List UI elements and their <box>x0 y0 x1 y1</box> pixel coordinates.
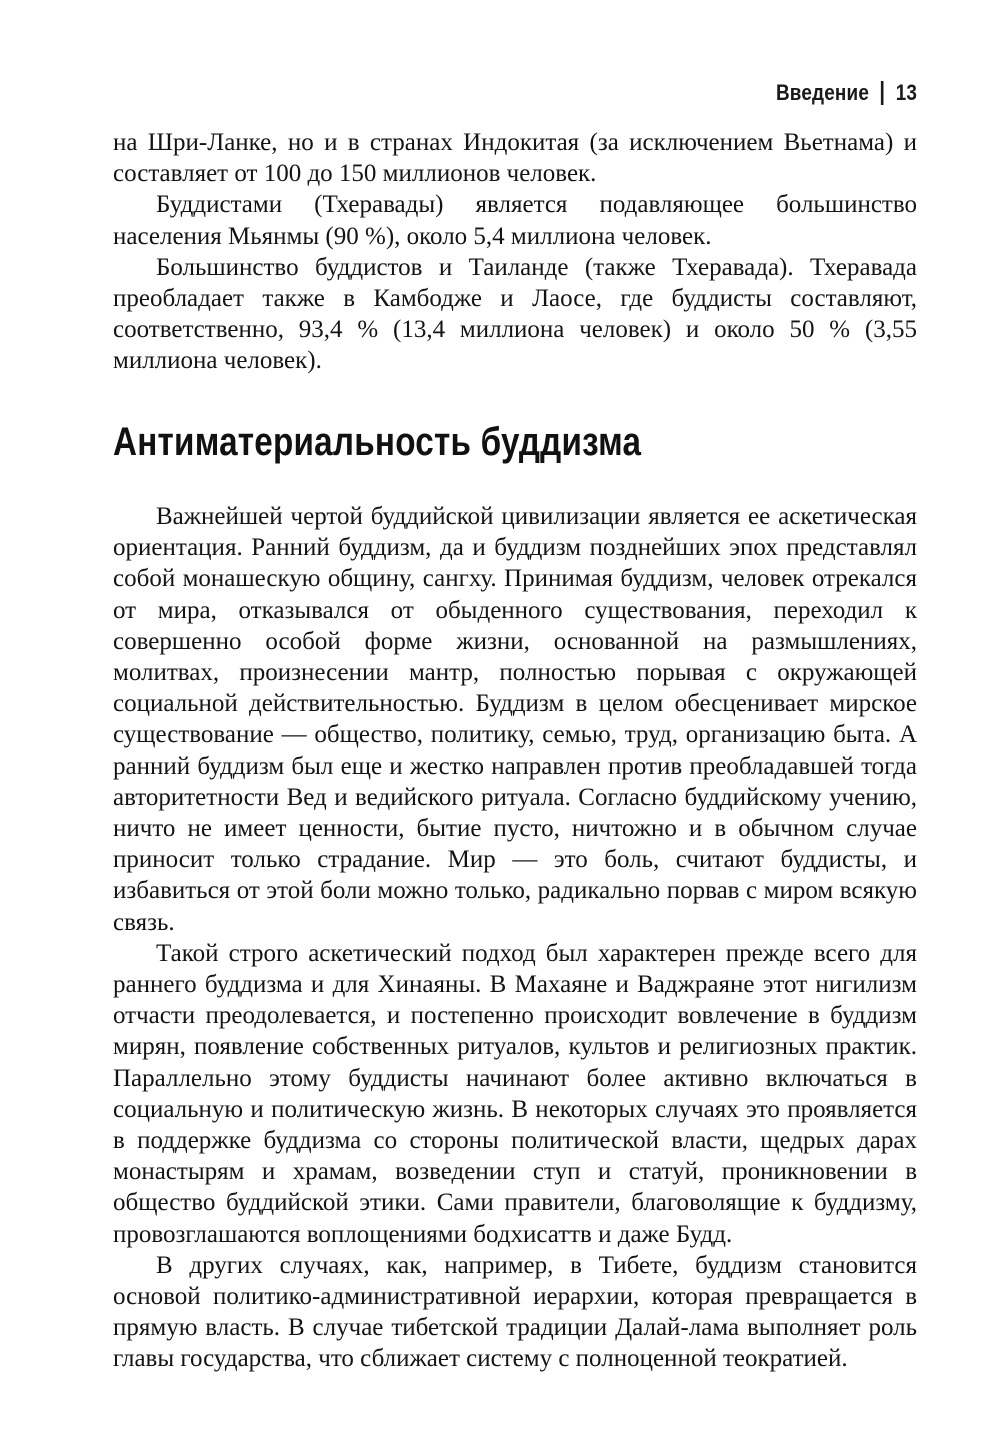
running-header <box>776 80 917 106</box>
page-number: 13 <box>895 80 917 105</box>
body-paragraph: Такой строго аскетический подход был характерен прежде всего для раннего буддизма и для Хинаяны. В Махаяне и Ваджраяне этот нигилизм отчасти преодолевается, и постепенно происходит вовлечение в буддизм мирян, появление собственных ритуалов, культов и религиозных практик. Параллельно этому буддисты начинают более активно включаться в социальную и политическую жизнь. В некоторых случаях это проявляется в поддержке буддизма со стороны политической власти, щедрых дарах монастырям и храмам, возведении ступ и статуй, проникновении в общество буддийской этики. Сами правители, благоволящие к буддизму, провозглашаются воплощениями бодхисаттв и даже Будд. <box>113 939 917 1248</box>
intro-paragraph: Буддистами (Тхеравады) является подавляющее большинство населения Мьянмы (90 %), около 5,4 миллиона человек. <box>113 191 917 250</box>
intro-text <box>113 127 917 377</box>
body-paragraph: В других случаях, как, например, в Тибете, буддизм становится основой политико-административной иерархии, которая превращается в прямую власть. В случае тибетской традиции Далай-лама выполняет роль главы государства, что сближает систему с полноценной теократией. <box>113 1251 917 1373</box>
header-section-title: Введение <box>775 80 869 105</box>
section-body <box>113 501 917 1375</box>
header-separator <box>881 81 884 105</box>
intro-paragraph-continued: на Шри-Ланке, но и в странах Индокитая (за исключением Вьетнама) и составляет от 100 до 150 миллионов человек. <box>113 129 917 188</box>
section-heading: Антиматериальность буддизма <box>113 420 642 464</box>
intro-paragraph: Большинство буддистов и Таиланде (также Тхеравада). Тхеравада преобладает также в Камбодже и Лаосе, где буддисты составляют, соответственно, 93,4 % (13,4 миллиона человек) и около 50 % (3,55 миллиона человек). <box>113 253 917 375</box>
body-paragraph: Важнейшей чертой буддийской цивилизации является ее аскетическая ориентация. Ранний буддизм, да и буддизм позднейших эпох представлял собой монашескую общину, сангху. Принимая буддизм, человек отрекался от мира, отказывался от обыденного существования, переходил к совершенно особой форме жизни, основанной на размышлениях, молитвах, произнесении мантр, полностью порывая с окружающей социальной действительностью. Буддизм в целом обесценивает мирское существование — общество, политику, семью, труд, организацию быта. А ранний буддизм был еще и жестко направлен против преобладавшей тогда авторитетности Вед и ведийского ритуала. Согласно буддийскому учению, ничто не имеет ценности, бытие пусто, ничтожно и в обычном случае приносит только страдание. Мир — это боль, считают буддисты, и избавиться от этой боли можно только, радикально порвав с миром всякую связь. <box>113 503 917 936</box>
